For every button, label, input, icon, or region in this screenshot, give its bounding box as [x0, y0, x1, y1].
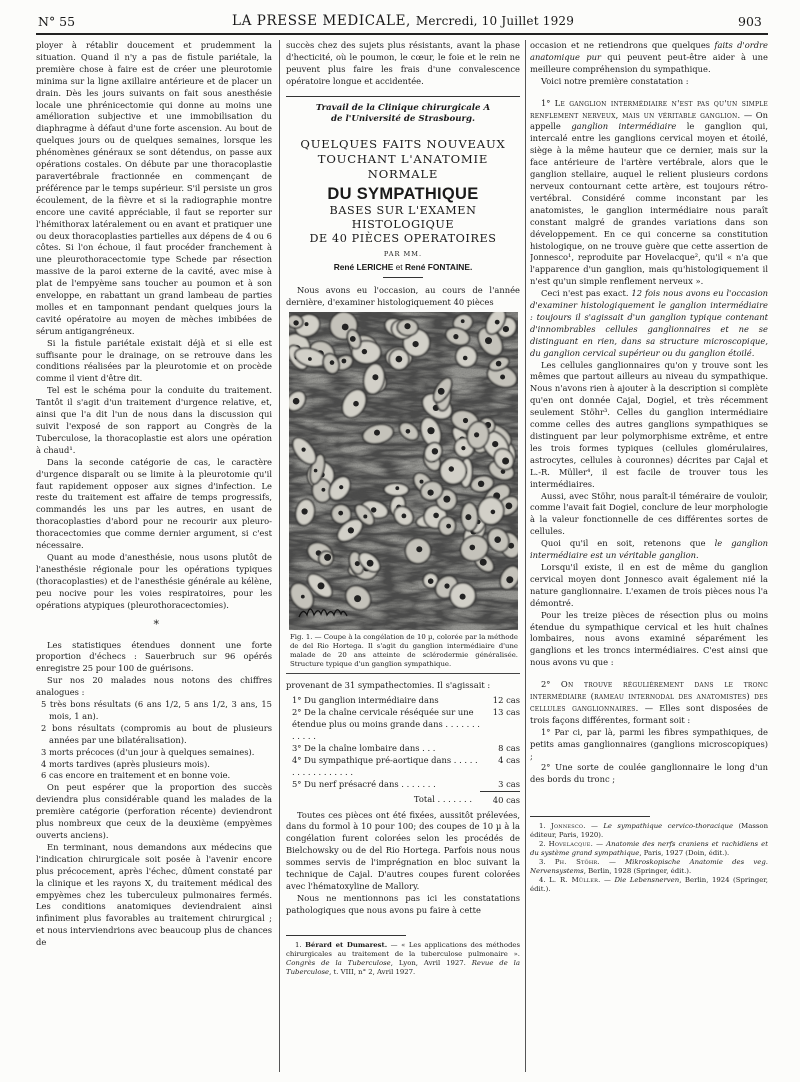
cell-nucleus	[308, 358, 312, 362]
journal-title	[232, 13, 574, 29]
table-row	[286, 755, 520, 779]
cell-nucleus	[492, 441, 498, 447]
cell-nucleus	[444, 584, 449, 589]
paragraph: 2° On trouve régulièrement dans le tronc intermédiaire (rameau internodal des anatomistes) des cellules ganglionnaires. — Elles sont disposées de trois façons différentes, formant soit :	[530, 679, 768, 725]
cell-nucleus	[353, 401, 359, 407]
footnote: 1. Bérard et Dumarest. — « Les applications des méthodes chirurgicales au traitement de la tuberculose pulmonaire ». Congrès de la Tuberculose, Lyon, Avril 1927. Revue de la Tuberculose, t. VIII, n° 2, Avril 1927.	[286, 940, 520, 976]
journal-name: LA PRESSE MEDICALE,	[232, 13, 411, 29]
paragraph: 6 cas encore en traitement et en bonne voie.	[41, 770, 231, 781]
cell-nucleus	[491, 510, 496, 515]
paragraph: occasion et ne retiendrons que quelques faits d'ordre anatomique pur qui peuvent peut-être aider à une meilleure compréhension du sympathique.	[530, 40, 768, 74]
paragraph: Quant au mode d'anesthésie, nous usons plutôt de l'anesthésie régionale pour les opérations typiques (thoracoplasties) et de l'anesthésie générale au kélène, peu nocive pour les voies respiratoires, pour les opérations atypiques (pleurothoracectomies).	[36, 551, 272, 610]
byline-prefix: PAR MM.	[383, 249, 423, 258]
table-row	[286, 743, 520, 755]
table-cell-count: 13 cas	[492, 707, 520, 718]
cell-nucleus	[463, 356, 468, 361]
cell-nucleus	[470, 545, 476, 551]
author-conjunction: et	[395, 261, 403, 272]
cell-nucleus	[428, 579, 434, 585]
cell-nucleus	[318, 583, 325, 590]
cell-nucleus	[363, 515, 367, 519]
paragraph: Nous ne mentionnons pas ici les constatations pathologiques que nous avons pu faire à cette	[286, 892, 520, 915]
cell-nucleus	[496, 361, 502, 367]
section-separator: *	[151, 617, 159, 631]
paragraph: 1° Le ganglion intermédiaire n'est pas qu'un simple renflement nerveux, mais un véritable ganglion. — On appelle ganglion intermédiaire le ganglion qui, intercalé entre les ganglions cervical moyen et étoilé, siège à la même hauteur que ce dernier, mais sur la face antérieure de l'artère vertébrale, alors que le ganglion stellaire, auquel le relient plusieurs cordons nerveux contournant cette artère, est toujours rétro-vertébral. Considéré comme inconstant par les anatomistes, le ganglion intermédiaire nous paraît constant malgré de grandes variations dans son développement. En ce qui concerne sa constitution histologique, on ne trouve guère que cette assertion de Jonnesco¹, reproduite par Hovelacque², qu'il « n'a que l'apparence d'un ganglion, mais qu'histologiquement il n'est qu'un simple renflement nerveux ».	[530, 97, 768, 287]
histology-photograph	[289, 312, 518, 630]
cell-nucleus	[362, 349, 367, 354]
table-cell-label: 1° Du ganglion intermédiaire dans	[292, 695, 439, 706]
cell-nucleus	[305, 323, 309, 327]
table-cell-count: 8 cas	[498, 742, 520, 753]
cell-nucleus	[503, 326, 509, 332]
paragraph: Aussi, avec Stöhr, nous paraît-il téméraire de vouloir, comme l'avait fait Dogiel, conclure de leur morphologie à la valeur fonctionnelle de ces différentes sortes de cellules.	[530, 490, 768, 537]
article-title-line: BASES SUR L'EXAMEN HISTOLOGIQUE	[329, 203, 477, 231]
paragraph: Ceci n'est pas exact. 12 fois nous avons eu l'occasion d'examiner histologiquement le ganglion intermédiaire : toujours il s'agissait d'un ganglion typique contenant d'innombrables cellules ganglionnaires et ne se distinguant en rien, dans sa structure microscopique, du ganglion cervical supérieur ou du ganglion étoilé.	[530, 288, 768, 358]
issue-number: N° 55	[38, 14, 76, 29]
cell-nucleus	[420, 480, 424, 484]
table-row	[286, 707, 520, 743]
issue-date: Mercredi, 10 Juillet 1929	[415, 14, 575, 28]
cell-nucleus	[402, 514, 407, 519]
author-name: René LERICHE	[333, 261, 394, 272]
cell-nucleus	[449, 467, 454, 472]
cell-nucleus	[348, 528, 354, 534]
cell-nucleus	[339, 486, 343, 490]
cell-nucleus	[446, 524, 451, 529]
cell-nucleus	[354, 596, 361, 603]
paragraph: Lorsqu'il existe, il en est de même du ganglion cervical moyen dont Jonnesco avait également nié la nature ganglionnaire. L'examen de trois pièces nous l'a démontré.	[530, 561, 768, 608]
cell-nucleus	[374, 430, 380, 436]
table-row	[286, 779, 520, 791]
cell-nucleus	[293, 321, 298, 326]
paragraph: Nous avons eu l'occasion, au cours de l'année dernière, d'examiner histologiquement 40 pièces	[286, 284, 520, 307]
cell-nucleus	[355, 562, 360, 567]
table-total-label: Total . . . . . . .	[413, 794, 472, 805]
cell-nucleus	[301, 595, 305, 599]
cell-nucleus	[406, 429, 411, 434]
cell-nucleus	[461, 446, 465, 450]
paragraph: Tel est le schéma pour la conduite du traitement. Tantôt il s'agit d'un traitement d'urgence relative, et, ainsi que l'a dit l'un de nous dans la discussion qui suivit l'exposé de son rapport au Congrès de la Tuberculose, la thoracoplastie est alors une opération à chaud¹.	[36, 385, 272, 455]
cell-nucleus	[371, 508, 376, 513]
table-cell-count: 12 cas	[492, 695, 520, 706]
paragraph: En terminant, nous demandons aux médecins que l'indication chirurgicale soit posée à l'avenir encore plus précocement, après l'échec, dûment constaté par la clinique et les rayons X, du traitement médical des empyèmes chez les tuberculeux pulmonaires fermés. Les conditions anatomiques deviendraient ainsi infiniment plus favorables au traitement chirurgical ; et nous interviendrions avec beaucoup plus de chances de	[36, 841, 272, 948]
footnotes	[530, 822, 768, 894]
cell-nucleus	[302, 509, 308, 515]
table-cell-label: 5° Du nerf présacré dans . . . . . . .	[292, 778, 436, 789]
caption-rule	[286, 673, 520, 674]
section-rule	[286, 96, 520, 97]
authors	[286, 262, 520, 272]
article-title-main: DU SYMPATHIQUE	[327, 184, 479, 203]
cell-nucleus	[432, 449, 438, 455]
cell-nucleus	[465, 515, 471, 521]
author-name: René FONTAINE.	[404, 261, 473, 272]
column-divider	[525, 40, 526, 1072]
paragraph: Voici notre première constatation :	[541, 75, 689, 86]
footnote: 4. L. R. Müller. — Die Lebensnerven, Berlin, 1924 (Springer, édit.).	[530, 876, 768, 894]
cell-nucleus	[324, 554, 331, 561]
cell-nucleus	[396, 356, 403, 363]
paragraph: Dans la seconde catégorie de cas, le caractère d'urgence disparaît ou se limite à la pleurotomie qu'il faut rapidement opposer aux signes d'infection. Le reste du traitement est affaire de temps progressifs, commandés les uns par les autres, en usant de thoracoplasties d'abord pour ne recourir aux pleuro-thoracectomies que comme dernier argument, si c'est nécessaire.	[36, 456, 272, 551]
footnote: 1. Jonnesco. — Le sympathique cervico-thoracique (Masson éditeur, Paris, 1920).	[530, 822, 768, 840]
institution-text: Travail de la Clinique chirurgicale A	[315, 102, 491, 113]
cell-nucleus	[461, 320, 465, 324]
cell-nucleus	[395, 487, 399, 491]
table-cell-label: 2° De la chaîne cervicale réséquée sur une étendue plus ou moins grande dans . . . . . . . . . . . .	[292, 707, 480, 742]
cell-nucleus	[460, 594, 466, 600]
paragraph: 5 très bons résultats (6 ans 1/2, 5 ans 1/2, 3 ans, 15 mois, 1 an).	[41, 699, 272, 721]
institution-text: de l'Université de Strasbourg.	[331, 113, 475, 124]
paragraph: 3 morts précoces (d'un jour à quelques semaines).	[41, 746, 255, 757]
cell-nucleus	[372, 375, 378, 381]
histology-figure	[289, 312, 518, 630]
table-total-count: 40 cas	[480, 791, 520, 806]
cell-nucleus	[330, 361, 335, 366]
paragraph: provenant de 31 sympathectomies. Il s'agissait :	[286, 680, 491, 691]
paragraph: Sur nos 20 malades nous notons des chiffres analogues :	[36, 675, 272, 698]
paragraph: Les cellules ganglionnaires qu'on y trouve sont les mêmes que partout ailleurs au niveau du sympathique. Nous n'avons rien à ajouter à la description si complète qu'en ont donnée Cajal, Dogiel, et très récemment seulement Stöhr³. Celles du ganglion intermédiaire comme celles des autres ganglions sympathiques se distinguent par leur polymorphisme extrême, et entre les trois formes typiques (cellules glomérulaires, astrocytes, cellules à couronnes) décrites par Cajal et L.-R. Müller⁴, il est facile de trouver tous les intermédiaires.	[530, 359, 768, 489]
cell-nucleus	[293, 398, 300, 405]
column-left	[36, 40, 272, 1072]
table-cell-count: 3 cas	[498, 778, 520, 789]
institution-line	[286, 103, 520, 125]
table-cell-label: 3° De la chaîne lombaire dans . . .	[292, 742, 436, 753]
paragraph: On peut espérer que la proportion des succès deviendra plus considérable quand les malades de la première catégorie (perforation récente) deviendront plus nombreux que ceux de la deuxième (empyèmes ouverts anciens).	[36, 782, 272, 840]
column-divider	[279, 40, 280, 1072]
cell-nucleus	[433, 513, 439, 519]
cell-nucleus	[427, 428, 434, 435]
table-cell-count: 4 cas	[498, 754, 520, 765]
cell-nucleus	[302, 448, 306, 452]
cell-nucleus	[342, 324, 349, 331]
cell-nucleus	[485, 338, 492, 345]
cell-nucleus	[428, 490, 434, 496]
cell-nucleus	[453, 334, 458, 339]
paragraph: succès chez des sujets plus résistants, avant la phase d'hecticité, où le poumon, le cœur, le foie et le rein ne peuvent plus faire les frais d'une convalescence opératoire longue et accidentée.	[286, 40, 520, 86]
cell-nucleus	[322, 488, 326, 492]
specimen-table	[286, 695, 520, 806]
column-middle	[286, 40, 520, 1072]
table-row	[286, 695, 520, 707]
paragraph: Si la fistule pariétale existait déjà et si elle est suffisante pour le drainage, on se retrouve dans les conditions réalisées par la pleurotomie et on procède comme il vient d'être dit.	[36, 337, 272, 384]
cell-nucleus	[350, 336, 356, 342]
cell-nucleus	[314, 469, 318, 473]
title-rule	[383, 277, 423, 278]
column-right	[530, 40, 768, 1072]
footnote-rule	[530, 816, 650, 817]
cell-nucleus	[495, 320, 500, 325]
paragraph: Toutes ces pièces ont été fixées, aussitôt prélevées, dans du formol à 10 pour 100; des coupes de 10 µ à la congélation furent colorées selon les procédés de Bielchowsky ou de del Rio Hortega. Parfois nous nous sommes servis de l'imprégnation en bloc suivant la technique de Cajal. D'autres coupes furent colorées avec l'hématoxyline de Mallory.	[286, 809, 520, 891]
cell-nucleus	[506, 503, 513, 510]
cell-nucleus	[480, 559, 487, 566]
cell-nucleus	[500, 375, 505, 380]
page-number: 903	[738, 14, 762, 29]
article-title-line: DE 40 PIÈCES OPERATOIRES	[309, 231, 497, 245]
cell-nucleus	[367, 560, 374, 567]
cell-nucleus	[416, 547, 422, 553]
cell-nucleus	[404, 324, 410, 330]
cell-nucleus	[478, 481, 484, 487]
cell-nucleus	[443, 496, 450, 503]
paragraph: Les statistiques étendues donnent une forte proportion d'échecs : Sauerbruch sur 96 opérés enregistre 25 pour 100 de guérisons.	[36, 639, 272, 674]
paragraph: 1° Par ci, par là, parmi les fibres sympathiques, de petits amas ganglionnaires (ganglions microscopiques) ;	[530, 726, 768, 761]
cell-nucleus	[494, 537, 501, 544]
cell-nucleus	[438, 388, 445, 395]
cell-nucleus	[463, 418, 468, 423]
table-total-row	[286, 791, 520, 806]
paragraph: 2° Une sorte de coulée ganglionnaire le long d'un des bords du tronc ;	[530, 762, 768, 785]
paragraph: ployer à rétablir doucement et prudemment la situation. Quand il n'y a pas de fistule pariétale, la première chose à faire est de créer une pleurotomie minima sur la ligne axillaire antérieure et de placer un drain. Dès les jours suivants on fait sous anesthésie locale une phrénicectomie qui donne au moins une amélioration subjective et une immobilisation du diaphragme à défaut d'une forte ascension. Au bout de quelques jours ou de quelques semaines, lorsque les phénomènes généraux se sont détendus, on passe aux opérations costales. On débute par une thoracoplastie paravertébrale fractionnée en commençant de préférence par le temps supérieur. S'il persiste un gros écoulement, de la fièvre et si la radiographie montre encore une cavité appréciable, il faut se reporter sur l'hémithorax latéralement ou en avant et pratiquer une ou deux thoracoplasties partielles aux dépens de 4 ou 6 côtes. Si l'on échoue, il faut procéder franchement à une pleurothoracectomie type Schede par résection massive de la paroi externe de la cavité, avec mise à plat de l'empyème sans toucher au poumon et à son enveloppe, en rabattant un grand lambeau de parties molles et en tamponnant pendant quelques jours la cavité opératoire au moyen de mèches imbibées de sérum antigangréneux.	[36, 40, 272, 336]
cell-nucleus	[474, 433, 479, 438]
cell-nucleus	[506, 577, 513, 584]
table-cell-label: 4° Du sympathique pré-aortique dans . . . . . . . . . . . . . . . . .	[292, 754, 478, 777]
footnote: 2. Hovelacque. — Anatomie des nerfs craniens et rachidiens et du système grand sympathique, Paris, 1927 (Doin, édit.).	[530, 840, 768, 858]
paragraph: Quoi qu'il en soit, retenons que le ganglion intermédiaire est un véritable ganglion.	[530, 538, 768, 561]
header-rule	[36, 33, 768, 35]
figure-caption: Fig. 1. — Coupe à la congélation de 10 µ, colorée par la méthode de del Rio Hortega. Il s'agit du ganglion intermédiaire d'une malade de 20 ans atteinte de sclérodermie généralisée. Structure typique d'un ganglion sympathique.	[290, 633, 518, 669]
footnote: 3. Ph. Stöhr. — Mikroskopische Anatomie des veg. Nervensystems, Berlin, 1928 (Springer, édit.).	[530, 858, 768, 876]
article-title-line: QUELQUES FAITS NOUVEAUX	[300, 136, 506, 151]
cell-nucleus	[413, 341, 419, 347]
paragraph: Pour les treize pièces de résection plus ou moins étendue du sympathique cervical et les huit chaînes lombaires, nous avons examiné séparément les ganglions et les troncs intermédiaires. C'est ainsi que nous avons vu que :	[530, 609, 768, 668]
paragraph: 2 bons résultats (compromis au bout de plusieurs années par une bilatéralisation).	[41, 722, 272, 745]
paragraph: 4 morts tardives (après plusieurs mois).	[41, 758, 210, 769]
cell-nucleus	[342, 359, 347, 364]
cell-nucleus	[502, 458, 509, 465]
cell-nucleus	[338, 511, 343, 516]
article-title-line: TOUCHANT L'ANATOMIE NORMALE	[317, 151, 489, 181]
footnote-rule	[286, 935, 406, 936]
